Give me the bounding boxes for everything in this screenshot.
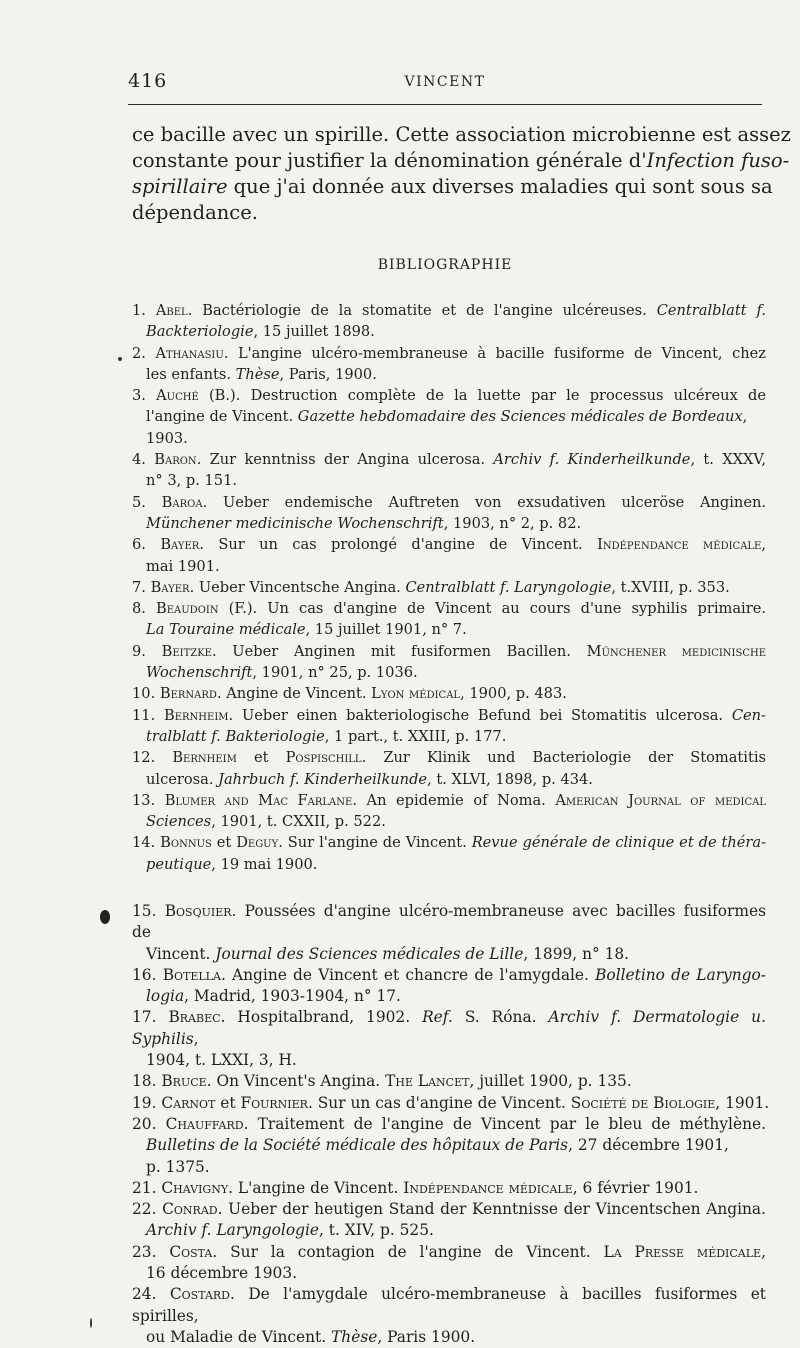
- reference-author: Bernheim: [172, 749, 237, 767]
- reference-text: . Sur un cas d'angine de Vincent.: [307, 1093, 571, 1112]
- reference-author: Lyon médical: [371, 685, 461, 703]
- reference-text: , 15 juillet 1901, n° 7.: [305, 621, 467, 639]
- reference-entry: [132, 300, 766, 343]
- reference-line: [132, 470, 766, 491]
- reference-author: Chavigny: [161, 1178, 229, 1197]
- reference-line: [132, 534, 766, 555]
- bibliography-list: [132, 300, 766, 875]
- reference-line: [132, 1135, 766, 1156]
- reference-line: [132, 705, 766, 726]
- reference-title: Sciences: [146, 813, 212, 831]
- reference-title: Archiv f. Kinderheilkunde: [493, 451, 691, 469]
- reference-text: 12.: [132, 749, 173, 767]
- reference-text: 21.: [132, 1178, 162, 1197]
- reference-text: ou Maladie de Vincent.: [146, 1327, 332, 1346]
- reference-entry: [132, 343, 766, 386]
- intro-paragraph: [132, 122, 791, 226]
- reference-line: [132, 1178, 766, 1199]
- reference-line: [132, 1093, 770, 1114]
- reference-author: Costa: [169, 1242, 213, 1261]
- reference-author: Fournier: [240, 1093, 308, 1112]
- reference-entry: [132, 705, 766, 748]
- reference-text: 16.: [132, 965, 163, 984]
- reference-author: Société de Biologie: [570, 1093, 716, 1112]
- reference-author: La Presse médicale: [603, 1242, 762, 1261]
- reference-author: The Lancet: [385, 1072, 470, 1091]
- reference-text: et: [211, 834, 237, 852]
- reference-text: 3.: [132, 387, 157, 405]
- reference-author: Bruce: [161, 1072, 207, 1091]
- reference-text: , juillet 1900, p. 135.: [469, 1072, 632, 1091]
- reference-author: Baroa: [161, 493, 203, 511]
- reference-entry: [132, 965, 766, 1008]
- reference-text: 9.: [132, 642, 162, 660]
- reference-title: Thèse: [331, 1327, 378, 1346]
- reference-title: Jahrbuch f. Kinderheilkunde: [218, 770, 428, 788]
- reference-line: [132, 598, 766, 619]
- reference-author: Deguy: [236, 834, 279, 852]
- reference-text: . Sur la contagion de l'angine de Vincent.: [212, 1242, 604, 1261]
- reference-title: Bulletins de la Société médicale des hôpitaux de Paris: [146, 1136, 569, 1155]
- reference-line: [132, 343, 766, 364]
- reference-text: . On Vincent's Angina.: [206, 1072, 386, 1091]
- reference-line: [132, 556, 766, 577]
- reference-line: [132, 428, 766, 449]
- reference-line: [132, 1199, 766, 1220]
- reference-text: . Bactériologie de la stomatite et de l'angine ulcéreuses.: [187, 302, 657, 319]
- reference-text: 23.: [132, 1242, 170, 1261]
- reference-author: Bonnus: [160, 834, 212, 852]
- reference-text: 6.: [132, 536, 161, 554]
- reference-line: [132, 1114, 766, 1135]
- reference-author: Blumer and Mac Farlane: [164, 791, 353, 809]
- reference-entry: [132, 790, 766, 833]
- reference-title: Gazette hebdomadaire des Sciences médicales de Bordeaux: [297, 408, 743, 426]
- reference-line: [132, 683, 766, 704]
- reference-text: 7.: [132, 578, 151, 596]
- reference-line: [132, 406, 766, 427]
- running-head: [128, 70, 762, 100]
- reference-text: et: [236, 749, 286, 767]
- reference-line: [132, 300, 766, 321]
- reference-text: 8.: [132, 600, 156, 618]
- reference-line: [132, 1284, 766, 1327]
- reference-text: ,: [742, 408, 748, 426]
- reference-text: p. 1375.: [146, 1157, 210, 1176]
- reference-text: , t.XVIII, p. 353.: [611, 578, 730, 596]
- reference-entry: [132, 641, 766, 684]
- ink-speck: [118, 357, 122, 361]
- reference-line: [132, 449, 766, 470]
- reference-text: ,: [193, 1029, 199, 1048]
- reference-text: 1.: [132, 302, 156, 319]
- reference-text: . Traitement de l'angine de Vincent par le bleu de méthylène.: [243, 1114, 766, 1133]
- bibliography-heading: BIBLIOGRAPHIE: [377, 257, 513, 273]
- reference-text: 13.: [132, 791, 165, 809]
- reference-text: . Sur l'angine de Vincent.: [278, 834, 472, 852]
- reference-text: , 6 février 1901.: [572, 1178, 699, 1197]
- reference-title: Journal des Sciences médicales de Lille: [215, 944, 524, 963]
- reference-text: 4.: [132, 451, 155, 469]
- reference-text: , t. XXXV,: [690, 451, 766, 469]
- reference-text: . Ueber Vincentsche Angina.: [189, 578, 406, 596]
- reference-text: . Angine de Vincent.: [216, 685, 372, 703]
- reference-author: Auché: [156, 387, 199, 405]
- bibliography-list-continued: [132, 901, 770, 1348]
- reference-line: [132, 832, 766, 853]
- reference-title: Wochenschrift: [146, 664, 253, 682]
- reference-entry: [132, 1284, 766, 1348]
- reference-text: 19.: [132, 1093, 162, 1112]
- reference-text: . Ueber der heutigen Stand der Kenntnisse der Vincentschen Angina.: [217, 1200, 766, 1219]
- reference-text: 14.: [132, 834, 161, 852]
- reference-text: 18.: [132, 1072, 162, 1091]
- reference-text: Vincent.: [146, 944, 216, 963]
- reference-entry: [132, 449, 766, 492]
- reference-author: Münchener medicinische: [586, 642, 766, 660]
- reference-line: [132, 965, 766, 986]
- reference-line: [132, 619, 766, 640]
- reference-line: [132, 577, 766, 598]
- reference-text: , t. XIV, p. 525.: [319, 1221, 434, 1240]
- reference-text: . Poussées d'angine ulcéro-membraneuse avec bacilles fusiformes de: [132, 902, 766, 942]
- reference-line: [132, 513, 766, 534]
- reference-text: 17.: [132, 1008, 169, 1027]
- reference-text: , 1901, t. CXXII, p. 522.: [211, 813, 386, 831]
- reference-author: Beitzke: [161, 642, 212, 660]
- reference-entry: [132, 534, 766, 577]
- reference-entry: [132, 385, 766, 449]
- reference-entry: [132, 1093, 770, 1114]
- reference-text: . Zur kenntniss der Angina ulcerosa.: [196, 451, 494, 469]
- intro-line: dépendance.: [132, 201, 258, 224]
- reference-line: [132, 1157, 766, 1178]
- reference-line: [132, 986, 766, 1007]
- reference-line: [132, 662, 766, 683]
- reference-text: . Zur Klinik und Bacteriologie der Stomatitis: [361, 749, 766, 767]
- reference-text: , 1903, n° 2, p. 82.: [443, 514, 582, 532]
- reference-line: [132, 1327, 766, 1348]
- reference-line: [132, 901, 766, 944]
- ink-blot: [100, 910, 110, 924]
- reference-text: 16 décembre 1903.: [146, 1264, 298, 1283]
- reference-text: 24.: [132, 1285, 170, 1304]
- reference-text: . L'angine de Vincent.: [228, 1178, 404, 1197]
- reference-line: [132, 641, 766, 662]
- reference-line: [132, 1071, 766, 1092]
- reference-author: Chauffard: [165, 1114, 244, 1133]
- reference-entry: [132, 1242, 766, 1285]
- reference-line: [132, 769, 766, 790]
- reference-text: (F.). Un cas d'angine de Vincent au cours d'une syphilis primaire.: [218, 600, 766, 618]
- reference-author: Brabec: [168, 1008, 221, 1027]
- reference-entry: [132, 1114, 766, 1178]
- reference-text: 22.: [132, 1200, 163, 1219]
- reference-entry: [132, 747, 766, 790]
- reference-line: [132, 790, 766, 811]
- ink-speck: [90, 1318, 92, 1328]
- reference-author: Costard: [169, 1285, 231, 1304]
- reference-author: Botella: [162, 965, 221, 984]
- reference-title: Münchener medicinische Wochenschrift: [146, 514, 444, 532]
- reference-line: [132, 944, 766, 965]
- reference-text: 1903.: [146, 429, 188, 447]
- reference-line: [132, 726, 766, 747]
- reference-line: [132, 1220, 766, 1241]
- reference-text: . Hospitalbrand, 1902.: [220, 1008, 423, 1027]
- reference-line: [132, 1263, 766, 1284]
- reference-author: Athanasiu: [155, 344, 224, 362]
- reference-text: l'angine de Vincent.: [146, 408, 298, 426]
- header-rule: [128, 104, 762, 105]
- reference-author: Bayer: [160, 536, 200, 554]
- reference-title: peutique: [146, 855, 212, 873]
- reference-text: . Angine de Vincent et chancre de l'amygdale.: [220, 965, 596, 984]
- reference-author: Indépendance médicale: [403, 1178, 573, 1197]
- reference-entry: [132, 598, 766, 641]
- reference-title: Archiv f. Dermatologie u. Syphilis: [132, 1008, 766, 1048]
- reference-text: (B.). Destruction complète de la luette par le processus ulcéreux de: [198, 387, 766, 405]
- reference-title: Ref.: [422, 1008, 453, 1027]
- reference-entry: [132, 901, 766, 965]
- reference-line: [132, 492, 766, 513]
- reference-text: , 15 juillet 1898.: [253, 323, 375, 341]
- reference-text: , 1901.: [715, 1093, 770, 1112]
- reference-entry: [132, 577, 766, 598]
- reference-author: Pospischill: [285, 749, 362, 767]
- reference-text: . Ueber einen bakteriologische Befund bei Stomatitis ulcerosa.: [228, 706, 732, 724]
- reference-text: 20.: [132, 1114, 166, 1133]
- reference-entry: [132, 492, 766, 535]
- reference-text: 10.: [132, 685, 160, 703]
- reference-line: [132, 811, 766, 832]
- reference-text: . L'angine ulcéro-membraneuse à bacille fusiforme de Vincent, chez: [223, 344, 766, 362]
- reference-text: n° 3, p. 151.: [146, 472, 238, 490]
- reference-author: Abel: [155, 302, 188, 319]
- reference-text: , t. XLVI, 1898, p. 434.: [427, 770, 593, 788]
- intro-line: ce bacille avec un spirille. Cette association microbienne est assez: [132, 123, 791, 146]
- reference-title: Backteriologie: [146, 323, 254, 341]
- reference-author: Beaudoin: [156, 600, 219, 618]
- reference-author: Bayer: [150, 578, 190, 596]
- reference-text: . Sur un cas prolongé d'angine de Vincent.: [199, 536, 598, 554]
- reference-text: . De l'amygdale ulcéro-membraneuse à bacilles fusiformes et spirilles,: [132, 1285, 766, 1325]
- reference-line: [132, 1050, 766, 1071]
- reference-entry: [132, 832, 766, 875]
- reference-text: . An epidemie of Noma.: [352, 791, 556, 809]
- reference-author: Bosquier: [164, 902, 232, 920]
- reference-title: logia: [146, 987, 185, 1006]
- reference-author: Carnot: [161, 1093, 216, 1112]
- reference-text: , 1901, n° 25, p. 1036.: [252, 664, 418, 682]
- reference-text: et: [215, 1093, 241, 1112]
- reference-line: [132, 747, 766, 768]
- reference-entry: [132, 683, 766, 704]
- reference-title: Cen-: [731, 706, 766, 724]
- reference-text: 15.: [132, 902, 165, 920]
- reference-title: La Touraine médicale: [146, 621, 306, 639]
- intro-line: constante pour justifier la dénomination générale d'Infection fuso-: [132, 149, 790, 172]
- reference-title: Thèse: [235, 365, 280, 383]
- reference-line: [132, 385, 766, 406]
- reference-text: , 1900, p. 483.: [460, 685, 567, 703]
- running-title: VINCENT: [404, 74, 486, 90]
- reference-text: 2.: [132, 344, 156, 362]
- reference-text: S. Róna.: [452, 1008, 549, 1027]
- reference-line: [132, 1007, 766, 1050]
- reference-line: [132, 364, 766, 385]
- reference-author: American Journal of medical: [555, 791, 766, 809]
- reference-text: 1904, t. LXXI, 3, H.: [146, 1051, 297, 1070]
- reference-text: ,: [761, 536, 766, 554]
- reference-entry: [132, 1199, 766, 1242]
- reference-text: ,: [761, 1242, 766, 1261]
- reference-title: tralblatt f. Bakteriologie: [146, 727, 325, 745]
- reference-text: , 27 décembre 1901,: [568, 1136, 729, 1155]
- reference-title: Revue générale de clinique et de théra-: [471, 834, 767, 852]
- reference-line: [132, 854, 766, 875]
- reference-text: , 1899, n° 18.: [523, 944, 630, 963]
- reference-text: 11.: [132, 706, 164, 724]
- reference-text: , Paris 1900.: [377, 1327, 476, 1346]
- reference-entry: [132, 1007, 766, 1071]
- reference-title: Centralblatt f. Laryngologie: [405, 578, 612, 596]
- reference-text: , 19 mai 1900.: [211, 855, 318, 873]
- intro-line: spirillaire que j'ai donnée aux diverses maladies qui sont sous sa: [132, 175, 773, 198]
- reference-author: Conrad: [162, 1200, 218, 1219]
- reference-text: , Madrid, 1903-1904, n° 17.: [184, 987, 401, 1006]
- page-number: 416: [128, 70, 168, 92]
- reference-title: Archiv f. Laryngologie: [146, 1221, 319, 1240]
- reference-author: Baron: [154, 451, 197, 469]
- reference-line: [132, 1242, 766, 1263]
- reference-text: les enfants.: [146, 365, 236, 383]
- reference-text: , Paris, 1900.: [279, 365, 377, 383]
- reference-entry: [132, 1071, 766, 1092]
- reference-title: Centralblatt f.: [656, 302, 766, 319]
- reference-author: Indépendance médicale: [597, 536, 762, 554]
- reference-author: Bernheim: [164, 706, 229, 724]
- reference-line: [132, 321, 766, 342]
- reference-text: . Ueber endemische Auftreten von exsudativen ulceröse Anginen.: [202, 493, 766, 511]
- reference-text: , 1 part., t. XXIII, p. 177.: [324, 727, 507, 745]
- reference-author: Bernard: [159, 685, 217, 703]
- reference-entry: [132, 1178, 766, 1199]
- reference-text: ulcerosa.: [146, 770, 219, 788]
- reference-text: 5.: [132, 493, 162, 511]
- reference-title: Bolletino de Laryngo-: [595, 965, 766, 984]
- reference-text: . Ueber Anginen mit fusiformen Bacillen.: [211, 642, 587, 660]
- reference-text: mai 1901.: [146, 557, 220, 575]
